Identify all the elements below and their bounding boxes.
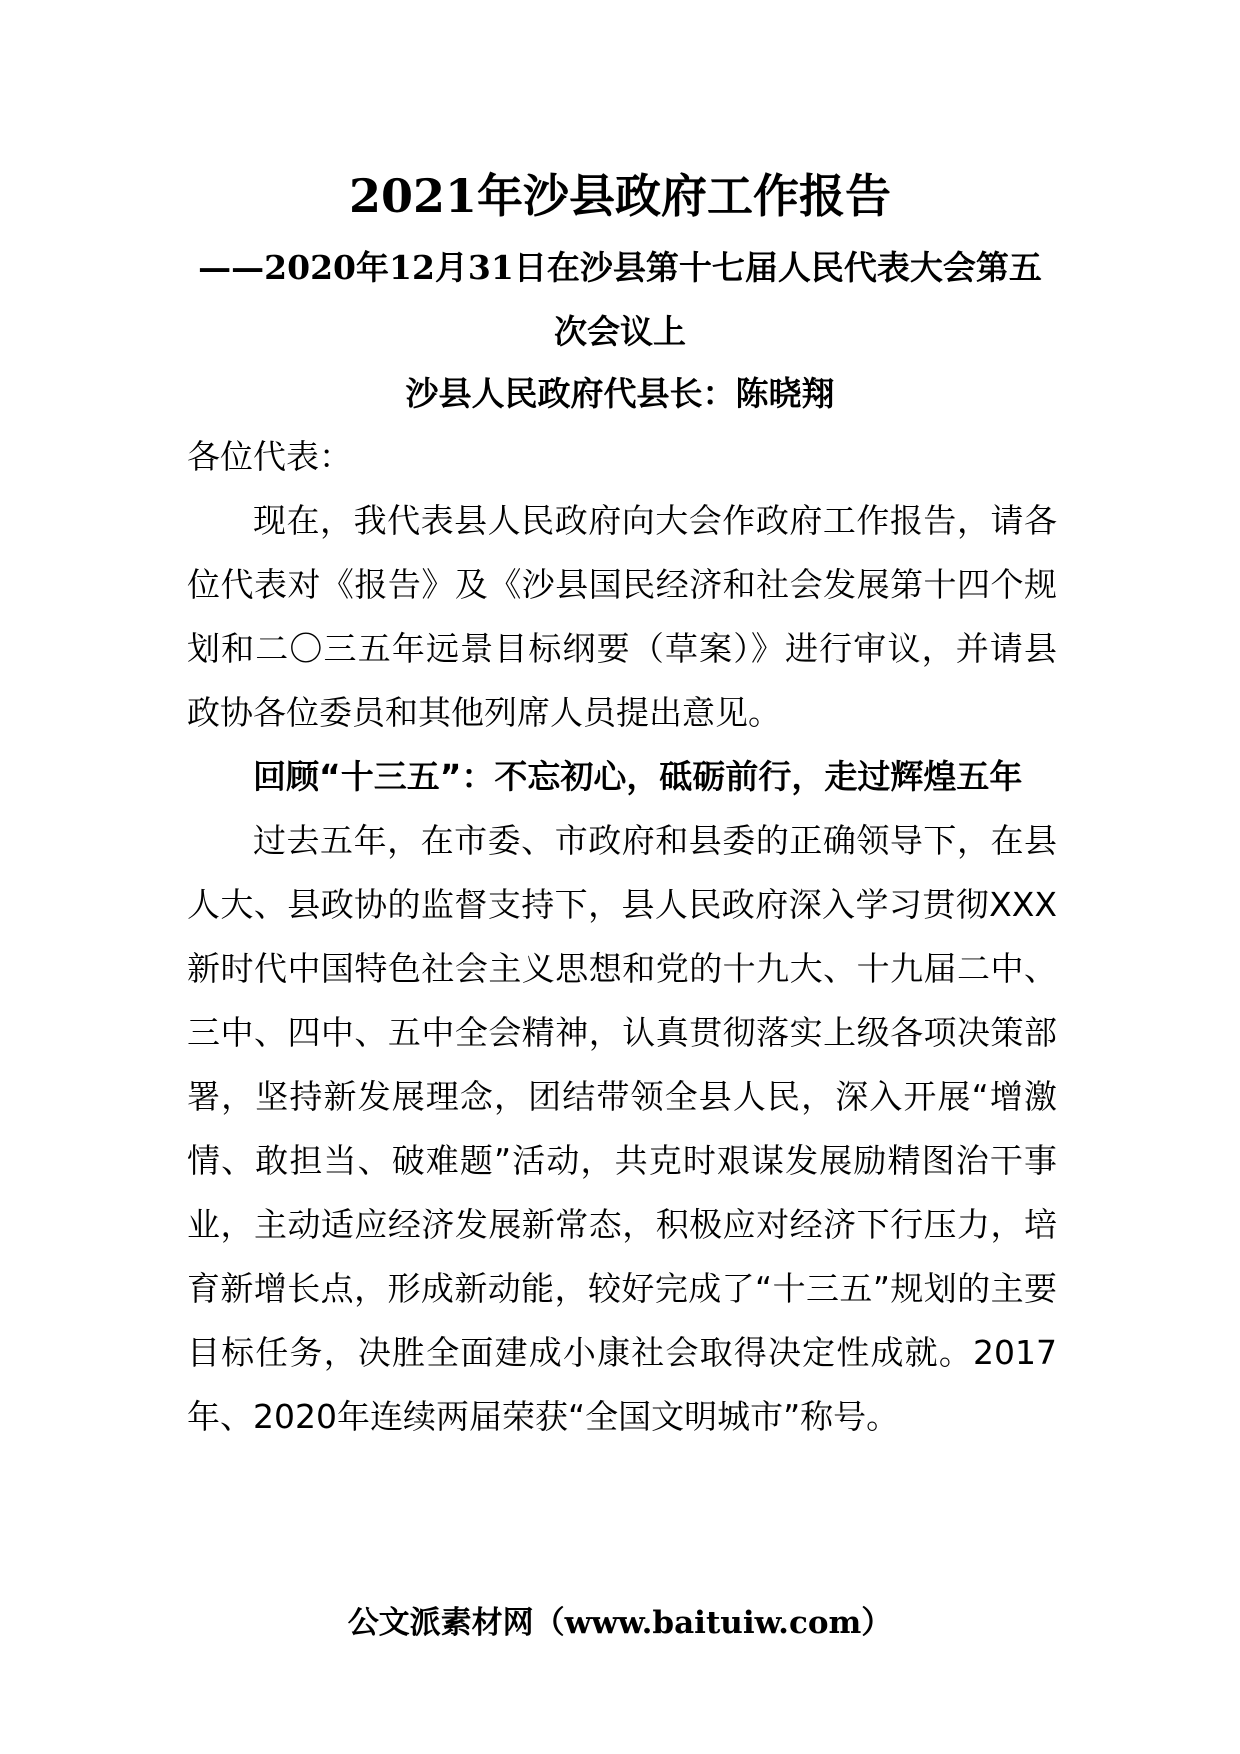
- document-subtitle: ——2020年12月31日在沙县第十七届人民代表大会第五次会议上: [198, 248, 1042, 351]
- document-author: 沙县人民政府代县长：陈晓翔: [405, 374, 835, 413]
- document-title: 2021年沙县政府工作报告: [348, 169, 892, 223]
- document-body: [187, 425, 1057, 1449]
- section-heading: 回顾“十三五”：不忘初心，砥砺前行，走过辉煌五年: [253, 757, 1023, 796]
- footer-watermark: 公文派素材网（www.baituiw.com）: [347, 1605, 893, 1641]
- salutation: 各位代表：: [187, 437, 352, 476]
- opening-paragraph: 现在，我代表县人民政府向大会作政府工作报告，请各位代表对《报告》及《沙县国民经济和社会发展第十四个规划和二〇三五年远景目标纲要（草案）》进行审议，并请县政协各位委员和其他列席人员提出意见。: [187, 501, 1057, 732]
- section-paragraph: 过去五年，在市委、市政府和县委的正确领导下，在县人大、县政协的监督支持下，县人民政府深入学习贯彻XXX新时代中国特色社会主义思想和党的十九大、十九届二中、三中、四中、五中全会精神，认真贯彻落实上级各项决策部署，坚持新发展理念，团结带领全县人民，深入开展“增激情、敢担当、破难题”活动，共克时艰谋发展励精图治干事业，主动适应经济发展新常态，积极应对经济下行压力，培育新增长点，形成新动能，较好完成了“十三五”规划的主要目标任务，决胜全面建成小康社会取得决定性成就。2017年、2020年连续两届荣获“全国文明城市”称号。: [187, 821, 1057, 1436]
